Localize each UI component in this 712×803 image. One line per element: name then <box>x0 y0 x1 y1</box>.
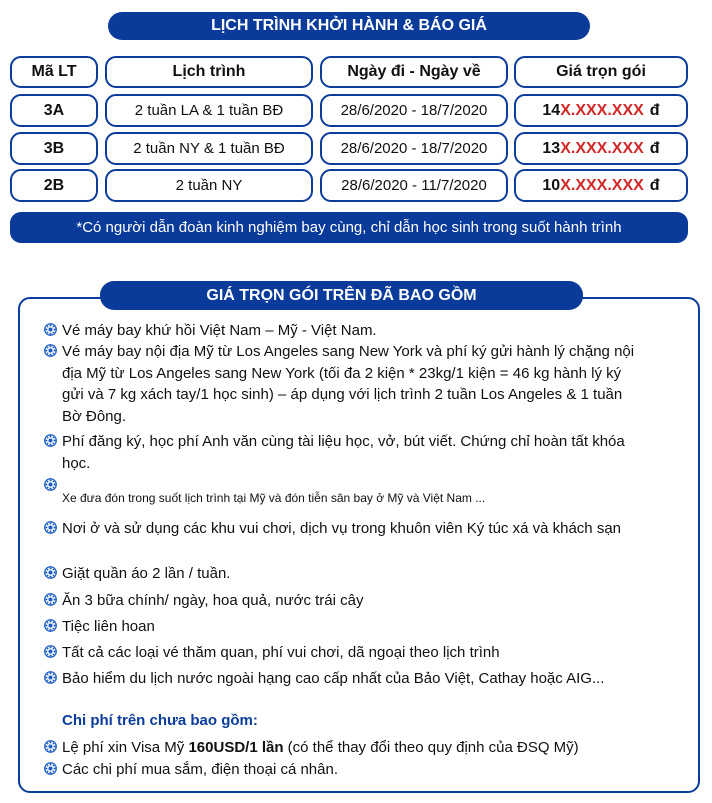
price-currency: đ <box>649 102 660 119</box>
header-code: Mã LT <box>10 56 98 88</box>
bullet-icon <box>44 521 57 534</box>
list-item: Tất cả các loại vé thăm quan, phí vui chơi, dã ngoại theo lịch trình <box>46 642 646 664</box>
header-dates: Ngày đi - Ngày về <box>320 56 508 88</box>
price-mask: X.XXX.XXX <box>560 102 644 119</box>
schedule-title: LỊCH TRÌNH KHỞI HÀNH & BÁO GIÁ <box>108 12 590 40</box>
row-itinerary: 2 tuần NY & 1 tuần BĐ <box>105 132 313 165</box>
list-item: Các chi phí mua sắm, điện thoại cá nhân. <box>46 759 646 781</box>
row-code: 3A <box>10 94 98 127</box>
price-currency: đ <box>649 140 660 157</box>
bullet-icon <box>44 619 57 632</box>
row-dates: 28/6/2020 - 18/7/2020 <box>320 94 508 127</box>
row-price <box>514 94 688 127</box>
price-currency: đ <box>649 177 660 194</box>
bullet-icon <box>44 593 57 606</box>
guide-note: *Có người dẫn đoàn kinh nghiệm bay cùng, chỉ dẫn học sinh trong suốt hành trình <box>10 212 688 243</box>
list-item: Giặt quần áo 2 lần / tuần. <box>46 563 646 585</box>
visa-fee: 160USD/1 lần <box>188 739 284 756</box>
bullet-icon <box>44 740 57 753</box>
row-itinerary: 2 tuần LA & 1 tuần BĐ <box>105 94 313 127</box>
price-prefix: 10 <box>542 177 561 194</box>
bullet-icon <box>44 434 57 447</box>
row-code: 2B <box>10 169 98 202</box>
row-dates: 28/6/2020 - 11/7/2020 <box>320 169 508 202</box>
row-price <box>514 169 688 202</box>
bullet-icon <box>44 645 57 658</box>
list-item-text: Xe đưa đón trong suốt lịch trình tại Mỹ và đón tiễn sân bay ở Mỹ và Việt Nam ... <box>62 491 486 505</box>
bullet-icon <box>44 344 57 357</box>
price-mask: X.XXX.XXX <box>560 140 644 157</box>
price-prefix: 14 <box>542 102 561 119</box>
row-itinerary: 2 tuần NY <box>105 169 313 202</box>
header-itinerary: Lịch trình <box>105 56 313 88</box>
price-prefix: 13 <box>542 140 561 157</box>
list-item: Vé máy bay khứ hồi Việt Nam – Mỹ - Việt Nam. <box>46 320 646 342</box>
bullet-icon <box>44 478 57 491</box>
list-item: Phí đăng ký, học phí Anh văn cùng tài liệu học, vở, bút viết. Chứng chỉ hoàn tất khóa học. <box>46 431 646 474</box>
list-item: Ăn 3 bữa chính/ ngày, hoa quả, nước trái cây <box>46 590 646 612</box>
list-item: Vé máy bay nội địa Mỹ từ Los Angeles sang New York và phí ký gửi hành lý chặng nội địa Mỹ từ Los Angeles sang New York (tối đa 2 kiện * 23kg/1 kiện = 46 kg hành lý ký gửi và 7 kg xách tay/1 học sinh) – áp dụng với lịch trình 2 tuần Los Angeles & 1 tuần Bờ Đông. <box>46 341 646 427</box>
row-price <box>514 132 688 165</box>
list-item: Nơi ở và sử dụng các khu vui chơi, dịch vụ trong khuôn viên Ký túc xá và khách sạn <box>46 518 646 540</box>
excluded-title: Chi phí trên chưa bao gồm: <box>62 712 258 729</box>
visa-suffix: (có thể thay đổi theo quy định của ĐSQ Mỹ) <box>283 739 579 756</box>
bullet-icon <box>44 762 57 775</box>
bullet-icon <box>44 323 57 336</box>
list-item: Tiệc liên hoan <box>46 616 646 638</box>
visa-prefix: Lệ phí xin Visa Mỹ <box>62 739 189 756</box>
included-title: GIÁ TRỌN GÓI TRÊN ĐÃ BAO GỒM <box>100 281 583 310</box>
list-item <box>46 737 676 759</box>
header-price: Giá trọn gói <box>514 56 688 88</box>
bullet-icon <box>44 566 57 579</box>
row-code: 3B <box>10 132 98 165</box>
list-item: Bảo hiểm du lịch nước ngoài hạng cao cấp nhất của Bảo Việt, Cathay hoặc AIG... <box>46 668 666 690</box>
bullet-icon <box>44 671 57 684</box>
row-dates: 28/6/2020 - 18/7/2020 <box>320 132 508 165</box>
price-mask: X.XXX.XXX <box>560 177 644 194</box>
